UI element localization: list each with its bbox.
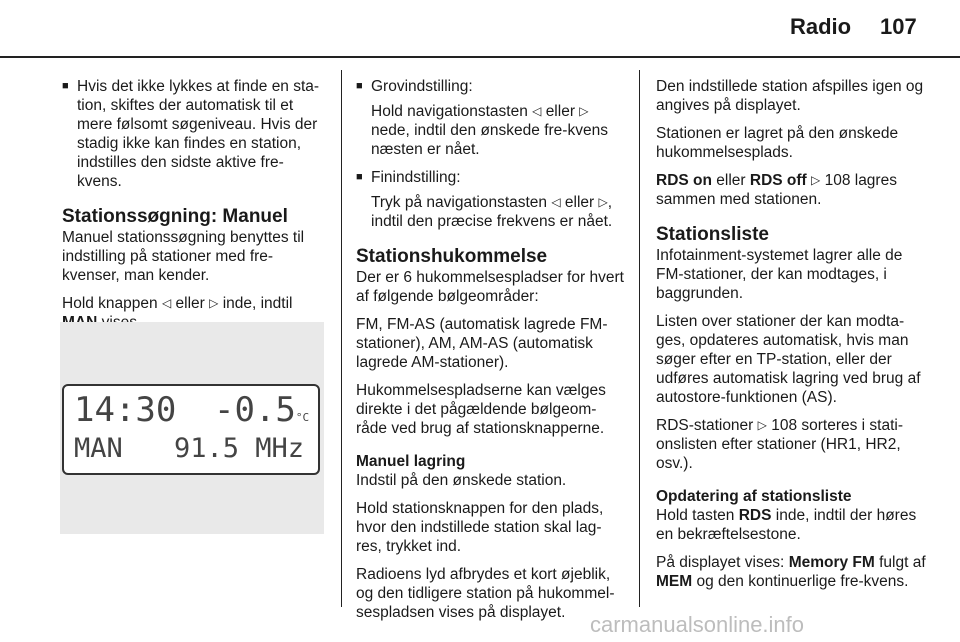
paragraph: RDS on eller RDS off ▷ 108 lagres sammen med stationen. <box>656 172 897 208</box>
header-divider <box>0 56 960 58</box>
arrow-left-icon: ◁ <box>161 296 172 310</box>
page-number: 107 <box>880 14 917 39</box>
column-1 <box>62 77 326 341</box>
paragraph: Indstil på den ønskede station. <box>356 472 567 489</box>
paragraph: Hold stationsknappen for den plads, hvor den indstillede station skal lag-res, trykket ind. <box>356 500 604 555</box>
column-divider <box>639 70 640 607</box>
paragraph: På displayet vises: Memory FM fulgt af MEM og den kontinuerlige fre-kvens. <box>656 554 926 590</box>
subsection-heading: Opdatering af stationsliste <box>656 488 852 505</box>
paragraph: Hold tasten RDS inde, indtil der høres en bekræftelsestone. <box>656 507 917 543</box>
paragraph: Stationen er lagret på den ønskede hukommelsesplads. <box>656 125 899 161</box>
bullet-item: ■ Finindstilling: Tryk på navigationstasten ◁ eller ▷, indtil den præcise frekvens er nået. <box>356 168 626 231</box>
section-heading: Stationshukommelse <box>356 246 548 267</box>
radio-display-illustration <box>60 322 324 534</box>
page-reference-icon: ▷ <box>811 173 821 187</box>
bullet-item: ■ Grovindstilling: Hold navigationstasten ◁ eller ▷ nede, indtil den ønskede fre-kvens næsten er nået. <box>356 77 626 159</box>
paragraph: Listen over stationer der kan modta-ges, opdateres automatisk, hvis man søger efter en TP-station, eller der udføres automatisk lagring ved brug af autostore-funktionen (AS). <box>656 313 921 406</box>
arrow-right-icon: ▷ <box>579 104 589 118</box>
paragraph: RDS-stationer ▷ 108 sorteres i stati-onslisten efter stationer (HR1, HR2, osv.). <box>656 417 904 472</box>
column-3 <box>656 77 928 600</box>
page-reference-icon: ▷ <box>757 418 767 432</box>
bullet-item: ■ Hvis det ikke lykkes at finde en sta-tion, skiftes der automatisk til et mere følsomt søgeniveau. Hvis der stadig ikke kan findes en station, indstilles den sidste aktive fre-kvens. <box>62 77 326 191</box>
paragraph: Hold knappen ◁ eller ▷ inde, indtil <box>62 295 293 312</box>
section-heading: Stationssøgning: Manuel <box>62 206 288 227</box>
arrow-right-icon: ▷ <box>209 296 219 310</box>
arrow-left-icon: ◁ <box>532 104 542 118</box>
arrow-left-icon: ◁ <box>551 195 561 209</box>
paragraph: Hukommelsespladserne kan vælges direkte i det pågældende bølgeom-råde ved brug af stationsknapperne. <box>356 382 606 437</box>
column-divider <box>341 70 342 607</box>
paragraph: Infotainment-systemet lagrer alle de FM-stationer, der kan modtages, i baggrunden. <box>656 247 903 302</box>
subsection-heading: Manuel lagring <box>356 453 466 470</box>
paragraph: FM, FM-AS (automatisk lagrede FM-stationer), AM, AM-AS (automatisk lagrede AM-stationer). <box>356 316 608 371</box>
paragraph: Den indstillede station afspilles igen og angives på displayet. <box>656 78 924 114</box>
watermark: carmanualsonline.info <box>590 612 805 637</box>
paragraph: Radioens lyd afbrydes et kort øjeblik, og den tidligere station på hukommel-sespladsen vises på displayet. <box>356 566 615 621</box>
column-2 <box>356 77 626 631</box>
paragraph: Manuel stationssøgning benyttes til indstilling på stationer med fre-kvenser, man kender. <box>62 229 305 284</box>
radio-display <box>62 384 320 475</box>
paragraph: Der er 6 hukommelsespladser for hvert af følgende bølgeområder: <box>356 269 624 305</box>
section-heading: Stationsliste <box>656 224 769 245</box>
display-time: 14:30 <box>74 390 177 430</box>
display-temperature: -0.5°C <box>214 390 310 430</box>
display-frequency: 91.5 MHz <box>174 433 305 464</box>
arrow-right-icon: ▷ <box>598 195 608 209</box>
display-mode: MAN <box>74 433 123 464</box>
page-title: Radio <box>790 14 852 39</box>
